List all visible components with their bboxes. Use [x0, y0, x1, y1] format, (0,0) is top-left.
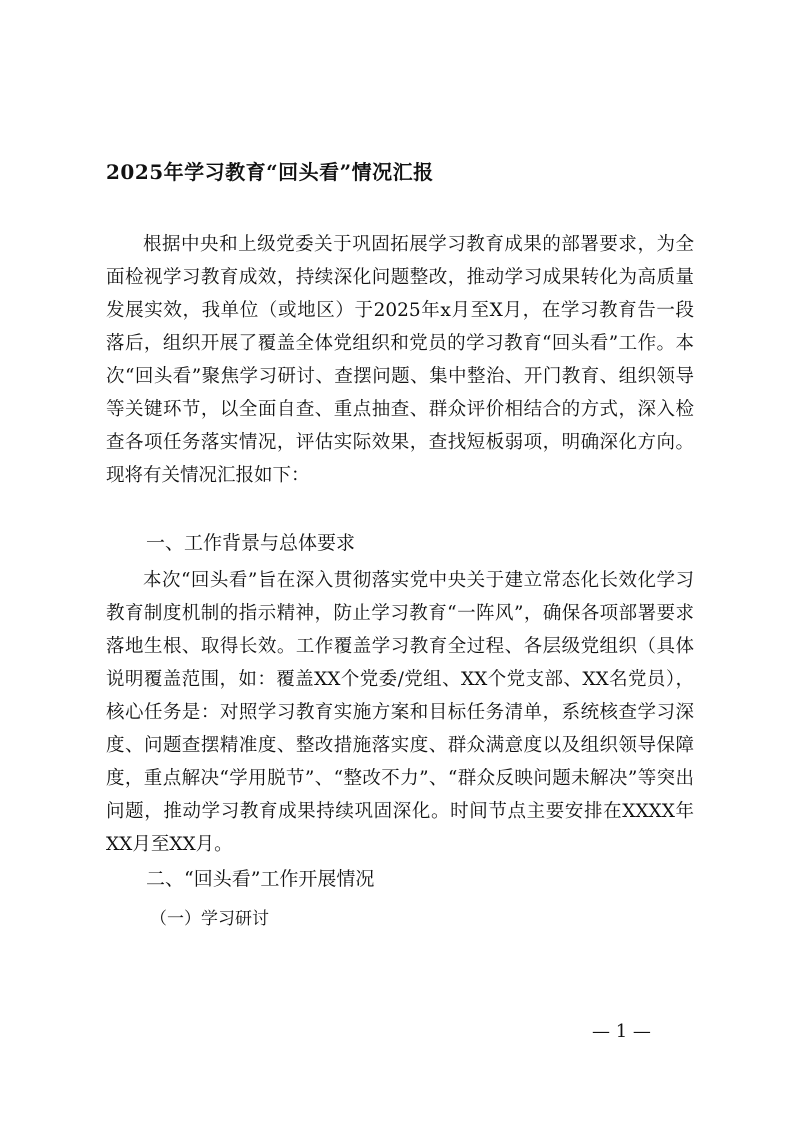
intro-paragraph: 根据中央和上级党委关于巩固拓展学习教育成果的部署要求，为全面检视学习教育成效，持续深化问题整改，推动学习成果转化为高质量发展实效，我单位（或地区）于2025年x月至X月，在学习教育告一段落后，组织开展了覆盖全体党组织和党员的学习教育“回头看”工作。本次“回头看”聚焦学习研讨、查摆问题、集中整治、开门教育、组织领导等关键环节，以全面自查、重点抽查、群众评价相结合的方式，深入检查各项任务落实情况，评估实际效果，查找短板弱项，明确深化方向。现将有关情况汇报如下： — [106, 234, 694, 486]
section-one-heading: 一、工作背景与总体要求 — [146, 532, 356, 554]
section-two-subheading: （一）学习研讨 — [150, 909, 269, 929]
section-one-paragraph: 本次“回头看”旨在深入贯彻落实党中央关于建立常态化长效化学习教育制度机制的指示精神，防止学习教育“一阵风”，确保各项部署要求落地生根、取得长效。工作覆盖学习教育全过程、各层级党组织（具体说明覆盖范围，如：覆盖XX个党委/党组、XX个党支部、XX名党员），核心任务是：对照学习教育实施方案和目标任务清单，系统核查学习深度、问题查摆精准度、整改措施落实度、群众满意度以及组织领导保障度，重点解决“学用脱节”、“整改不力”、“群众反映问题未解决”等突出问题，推动学习教育成果持续巩固深化。时间节点主要安排在XXXX年XX月至XX月。 — [106, 570, 694, 855]
section-two-heading: 二、“回头看”工作开展情况 — [146, 868, 375, 890]
page-number: — 1 — — [592, 1021, 651, 1042]
document-title: 2025年学习教育“回头看”情况汇报 — [106, 160, 434, 184]
